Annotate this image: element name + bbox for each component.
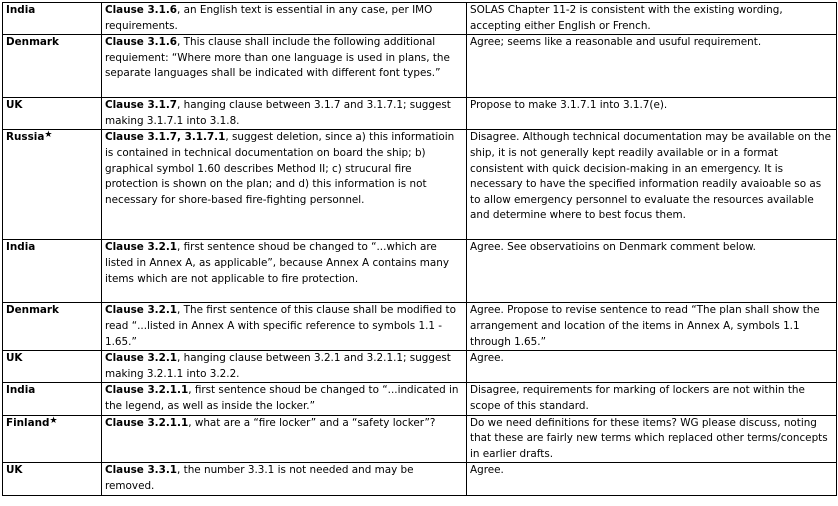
clause-cell bbox=[102, 35, 467, 98]
table-row bbox=[3, 3, 837, 35]
clause-cell bbox=[102, 3, 467, 35]
star-marker: ★ bbox=[44, 130, 53, 141]
country-name: UK bbox=[6, 99, 23, 112]
clause-text: , hanging clause between 3.2.1 and 3.2.1.1; suggest making 3.2.1.1 into 3.2.2. bbox=[105, 352, 451, 380]
table-row bbox=[3, 98, 837, 130]
clause-cell bbox=[102, 383, 467, 415]
table-row bbox=[3, 303, 837, 351]
table-row bbox=[3, 240, 837, 303]
country-cell bbox=[3, 3, 102, 35]
table-row bbox=[3, 383, 837, 415]
country-name: Denmark bbox=[6, 36, 59, 49]
country-name: Finland bbox=[6, 416, 50, 429]
clause-reference: Clause 3.1.6 bbox=[105, 36, 178, 49]
country-name: Russia bbox=[6, 131, 45, 144]
country-cell bbox=[3, 303, 102, 351]
country-name: UK bbox=[6, 352, 23, 365]
response-cell: SOLAS Chapter 11-2 is consistent with the existing wording, accepting either English or French. bbox=[467, 3, 837, 35]
country-cell bbox=[3, 383, 102, 415]
response-cell: Propose to make 3.1.7.1 into 3.1.7(e). bbox=[467, 98, 837, 130]
response-cell: Agree; seems like a reasonable and usuful requirement. bbox=[467, 35, 837, 98]
clause-reference: Clause 3.1.7 bbox=[105, 99, 178, 112]
clause-cell bbox=[102, 240, 467, 303]
clause-cell bbox=[102, 351, 467, 383]
clause-reference: Clause 3.3.1 bbox=[105, 464, 178, 477]
clause-reference: Clause 3.2.1.1 bbox=[105, 416, 189, 429]
table-row bbox=[3, 35, 837, 98]
clause-reference: Clause 3.2.1.1 bbox=[105, 384, 189, 397]
clause-cell bbox=[102, 98, 467, 130]
response-cell: Agree. bbox=[467, 463, 837, 495]
country-name: India bbox=[6, 384, 36, 397]
clause-reference: Clause 3.2.1 bbox=[105, 352, 178, 365]
clause-text: , first sentence shoud be changed to “...which are listed in Annex A, as applicable”, because Annex A contains many items which are not applicable to fire protection. bbox=[105, 241, 449, 285]
clause-text: , first sentence shoud be changed to “...indicated in the legend, as well as inside the locker.” bbox=[105, 384, 459, 412]
country-cell bbox=[3, 98, 102, 130]
country-cell bbox=[3, 130, 102, 240]
country-cell bbox=[3, 463, 102, 495]
country-cell bbox=[3, 351, 102, 383]
clause-text: , the number 3.3.1 is not needed and may be removed. bbox=[105, 464, 414, 492]
response-cell: Disagree. Although technical documentation may be available on the ship, it is not generally kept readily available or in a format consistent with quick decision-making in an emergency. It is necessary to have the specified information readily avaioable so as to allow emergency personnel to evaluate the resources available and determine where to best focus them. bbox=[467, 130, 837, 240]
comments-table bbox=[2, 2, 837, 496]
clause-reference: Clause 3.1.6 bbox=[105, 4, 178, 16]
clause-text: , This clause shall include the following additional requiement: “Where more than one language is used in plans, the separate languages shall be indicated with different font types.” bbox=[105, 36, 450, 80]
clause-cell bbox=[102, 303, 467, 351]
clause-reference: Clause 3.1.7, 3.1.7.1 bbox=[105, 131, 226, 144]
table-row bbox=[3, 415, 837, 463]
clause-text: , an English text is essential in any case, per IMO requirements. bbox=[105, 4, 433, 32]
clause-text: , suggest deletion, since a) this informatioin is contained in technical documentation on board the ship; b) graphical symbol 1.60 describes Method II; c) strucural fire protection is shown on the plan; and d) this information is not necessary for shore-based fire-fighting personnel. bbox=[105, 131, 455, 206]
star-marker: ★ bbox=[49, 415, 58, 426]
response-cell: Do we need definitions for these items? WG please discuss, noting that these are fairly new terms which replaced other terms/concepts in earlier drafts. bbox=[467, 415, 837, 463]
clause-cell bbox=[102, 130, 467, 240]
country-cell bbox=[3, 35, 102, 98]
response-cell: Disagree, requirements for marking of lockers are not within the scope of this standard. bbox=[467, 383, 837, 415]
clause-text: , The first sentence of this clause shall be modified to read “...listed in Annex A with specific reference to symbols 1.1 - 1.65.” bbox=[105, 304, 456, 348]
country-cell bbox=[3, 240, 102, 303]
clause-cell bbox=[102, 463, 467, 495]
clause-cell bbox=[102, 415, 467, 463]
clause-text: , what are a “fire locker” and a “safety locker”? bbox=[188, 416, 436, 429]
country-name: India bbox=[6, 241, 36, 254]
table-row bbox=[3, 130, 837, 240]
clause-text: , hanging clause between 3.1.7 and 3.1.7.1; suggest making 3.1.7.1 into 3.1.8. bbox=[105, 99, 451, 127]
clause-reference: Clause 3.2.1 bbox=[105, 304, 178, 317]
country-name: India bbox=[6, 4, 36, 16]
response-cell: Agree. Propose to revise sentence to read “The plan shall show the arrangement and location of the items in Annex A, symbols 1.1 through 1.65.” bbox=[467, 303, 837, 351]
country-cell bbox=[3, 415, 102, 463]
country-name: Denmark bbox=[6, 304, 59, 317]
country-name: UK bbox=[6, 464, 23, 477]
response-cell: Agree. See observatioins on Denmark comment below. bbox=[467, 240, 837, 303]
clause-reference: Clause 3.2.1 bbox=[105, 241, 178, 254]
response-cell: Agree. bbox=[467, 351, 837, 383]
comments-table-body bbox=[3, 3, 837, 496]
table-row bbox=[3, 351, 837, 383]
table-row bbox=[3, 463, 837, 495]
